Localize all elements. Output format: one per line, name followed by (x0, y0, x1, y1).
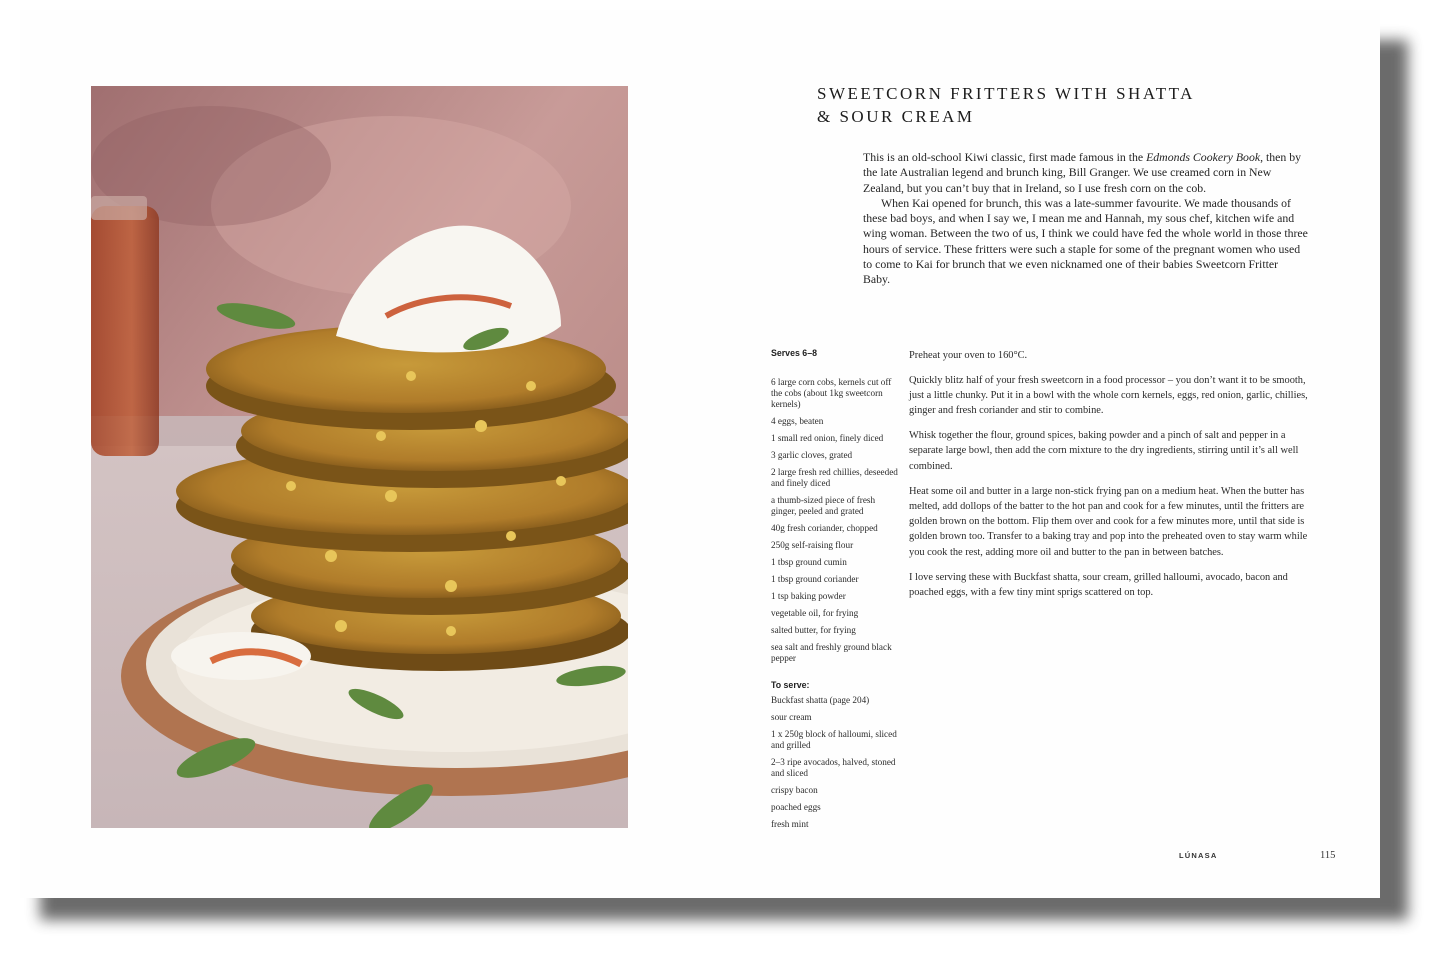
to-serve-heading: To serve: (771, 680, 810, 690)
ingredient-item: vegetable oil, for frying (771, 608, 859, 618)
to-serve-item: crispy bacon (771, 785, 818, 795)
ingredient-item: 6 large corn cobs, kernels cut off the cobs (about 1kg sweetcorn kernels) (771, 377, 892, 409)
book-spread (20, 10, 1380, 898)
ingredient-item: 1 small red onion, finely diced (771, 433, 884, 443)
ingredient-item: 1 tsp baking powder (771, 591, 846, 601)
serves-label: Serves 6–8 (771, 348, 817, 358)
recipe-title-line2: & SOUR CREAM (817, 107, 975, 126)
ingredients-list (771, 377, 899, 664)
recipe-title (817, 82, 1195, 128)
page-number: 115 (1320, 850, 1336, 861)
ingredient-item: 40g fresh coriander, chopped (771, 523, 878, 533)
intro-paragraph-1 (863, 150, 1308, 196)
method-step: Quickly blitz half of your fresh sweetcorn in a food processor – you don’t want it to be smooth, just a little chunky. Put it in a bowl with the whole corn kernels, eggs, red onion, garlic, chillies, ginger and fresh coriander and stir to combine. (909, 374, 1308, 417)
intro-p1-start: This is an old-school Kiwi classic, first made famous in the (863, 150, 1147, 164)
to-serve-item: 2–3 ripe avocados, halved, stoned and sliced (771, 757, 896, 778)
method-step: Preheat your oven to 160°C. (909, 350, 1028, 361)
ingredient-item: sea salt and freshly ground black pepper (771, 642, 892, 663)
to-serve-item: Buckfast shatta (page 204) (771, 695, 870, 705)
method-step: Heat some oil and butter in a large non-stick frying pan on a medium heat. When the butter has melted, add dollops of the batter to the hot pan and cook for a few minutes, until the fritters are golden brown on the bottom. Flip them over and cook for a few minutes more, until that side is golden brown too. Transfer to a baking tray and pop into the preheated oven to stay warm while you cook the rest, adding more oil and butter to the pan in between batches. (909, 485, 1308, 558)
ingredient-item: 4 eggs, beaten (771, 416, 824, 426)
intro-p1-end: , then by the late Australian legend and brunch king, Bill Granger. We use creamed corn in New Zealand, but you can’t buy that in Ireland, so I use fresh corn on the cob. (863, 150, 1302, 195)
ingredient-item: a thumb-sized piece of fresh ginger, peeled and grated (771, 495, 876, 516)
intro-paragraph-2: When Kai opened for brunch, this was a late-summer favourite. We made thousands of these bad boys, and when I say we, I mean me and Hannah, my sous chef, kitchen wife and wing woman. Between the two of us, I think we could have fed the whole world in those three hours of service. These fritters were such a staple for some of the pregnant women who used to come to Kai for brunch that we even nicknamed one of their babies Sweetcorn Fritter Baby. (863, 195, 1308, 287)
ingredient-item: salted butter, for frying (771, 625, 856, 635)
recipe-title-line1: SWEETCORN FRITTERS WITH SHATTA (817, 84, 1195, 103)
ingredients-column (771, 348, 899, 836)
to-serve-list (771, 695, 899, 830)
ingredient-item: 250g self-raising flour (771, 540, 854, 550)
method-column (909, 348, 1311, 610)
to-serve-item: poached eggs (771, 802, 821, 812)
ingredient-item: 1 tbsp ground coriander (771, 574, 859, 584)
fritters-photo (91, 86, 628, 828)
intro-book-title: Edmonds Cookery Book (1146, 150, 1261, 164)
to-serve-item: fresh mint (771, 819, 809, 829)
method-step: Whisk together the flour, ground spices, baking powder and a pinch of salt and pepper in a separate large bowl, then add the corn mixture to the dry ingredients, stirring until it’s all well combined. (909, 430, 1299, 472)
method-step: I love serving these with Buckfast shatta, sour cream, grilled halloumi, avocado, bacon and poached eggs, with a few tiny mint sprigs scattered on top. (909, 571, 1288, 598)
to-serve-item: sour cream (771, 712, 812, 722)
ingredient-item: 2 large fresh red chillies, deseeded and finely diced (771, 467, 898, 488)
running-footer-section: LÚNASA (1179, 851, 1218, 860)
ingredient-item: 3 garlic cloves, grated (771, 450, 853, 460)
to-serve-item: 1 x 250g block of halloumi, sliced and grilled (771, 729, 897, 750)
ingredient-item: 1 tbsp ground cumin (771, 557, 847, 567)
recipe-intro (863, 150, 1308, 288)
